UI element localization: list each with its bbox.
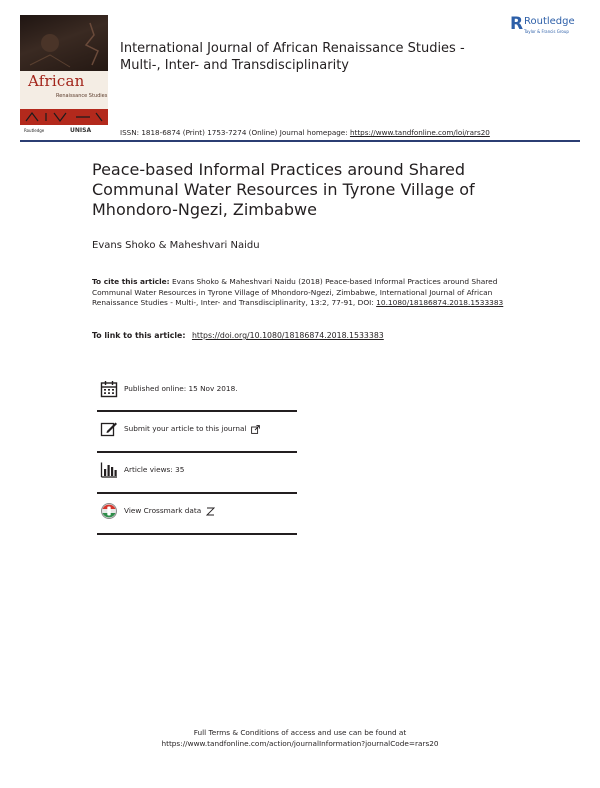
crossmark-icon (100, 502, 118, 520)
footer (0, 727, 600, 749)
divider (97, 492, 297, 494)
article-link-label: To link to this article: (92, 331, 186, 340)
article-authors: Evans Shoko & Maheshvari Naidu (92, 240, 260, 251)
submit-article-item[interactable] (97, 420, 297, 450)
published-online-item (97, 380, 297, 410)
bar-chart-icon (100, 461, 118, 479)
citation-label: To cite this article: (92, 277, 170, 286)
article-link-line (92, 331, 384, 340)
article-views-text: Article views: 35 (124, 465, 185, 474)
edit-icon (100, 420, 118, 438)
routledge-logo (510, 14, 590, 40)
cover-title: African (28, 72, 85, 90)
crossmark-badge-icon (206, 507, 215, 516)
cover-photo (20, 15, 108, 71)
published-online-text: Published online: 15 Nov 2018. (124, 384, 238, 393)
journal-cover (20, 15, 108, 140)
citation-block (92, 277, 512, 309)
cover-unisa-mark: UNISA (70, 127, 92, 134)
submit-article-link[interactable] (124, 424, 260, 434)
cover-publisher-mark: Routledge (24, 128, 45, 133)
crossmark-label: View Crossmark data (124, 506, 202, 515)
article-title: Peace-based Informal Practices around Shared Communal Water Resources in Tyrone Village of Mhondoro-Ngezi, Zimbabwe (92, 160, 475, 219)
divider (97, 451, 297, 453)
routledge-r-icon: R (510, 14, 524, 34)
footer-terms-link[interactable]: https://www.tandfonline.com/action/journalInformation?journalCode=rars20 (161, 739, 439, 748)
journal-homepage-link[interactable]: https://www.tandfonline.com/loi/rars20 (349, 128, 490, 137)
external-link-icon (251, 425, 260, 434)
cover-subtitle: Renaissance Studies (56, 93, 108, 99)
submit-article-label: Submit your article to this journal (124, 424, 247, 433)
citation-doi-link[interactable]: 10.1080/18186874.2018.1533383 (376, 298, 504, 308)
issn-text: ISSN: 1818-6874 (Print) 1753-7274 (Online) Journal homepage: (120, 128, 348, 137)
header-rule (20, 140, 580, 142)
citation-text: Evans Shoko & Maheshvari Naidu (2018) Peace-based Informal Practices around Shared Communal Water Resources in Tyrone Village of Mhondoro-Ngezi, Zimbabwe, International Journal of African Renaissance Studies - Multi-, Inter- and Transdisciplinarity, 13:2, 77-91, DOI: (92, 277, 498, 308)
crossmark-item[interactable] (97, 502, 297, 532)
article-views-item (97, 461, 297, 491)
issn-line (120, 128, 490, 137)
calendar-icon (100, 380, 118, 398)
publisher-name: Routledge (524, 16, 575, 27)
divider (97, 533, 297, 535)
cover-title-band (20, 71, 108, 109)
cover-art-band (20, 109, 108, 125)
footer-terms-text: Full Terms & Conditions of access and use can be found at (193, 728, 407, 737)
cover-publisher-band (20, 125, 108, 140)
article-doi-link[interactable]: https://doi.org/10.1080/18186874.2018.1533383 (191, 331, 384, 340)
journal-title: International Journal of African Renaissance Studies - Multi-, Inter- and Transdisciplinarity (120, 41, 465, 73)
crossmark-link[interactable] (124, 506, 215, 516)
publisher-tagline: Taylor & Francis Group (524, 29, 569, 34)
divider (97, 410, 297, 412)
